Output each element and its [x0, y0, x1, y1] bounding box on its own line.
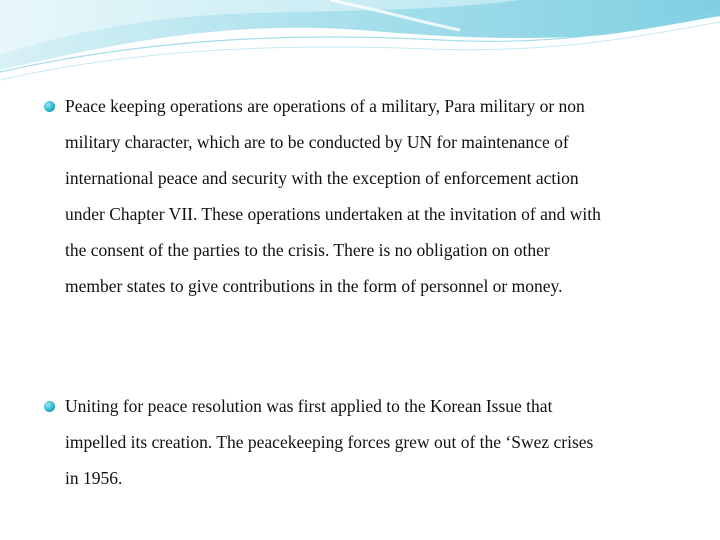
- bullet-text: Uniting for peace resolution was first applied to the Korean Issue that impelled its creation. The peacekeeping forces grew out of the ‘Swez crises in 1956.: [65, 396, 594, 488]
- bullet-item: [44, 388, 604, 496]
- bullet-dot-icon: [44, 401, 55, 412]
- bullet-text: Peace keeping operations are operations of a military, Para military or non military character, which are to be conducted by UN for maintenance of international peace and security with the exception of enforcement action under Chapter VII. These operations undertaken at the invitation of and with the consent of the parties to the crisis. There is no obligation on other member states to give contributions in the form of personnel or money.: [65, 96, 601, 296]
- bullet-dot-icon: [44, 101, 55, 112]
- header-wave-decoration: [0, 0, 720, 95]
- bullet-item: [44, 88, 604, 304]
